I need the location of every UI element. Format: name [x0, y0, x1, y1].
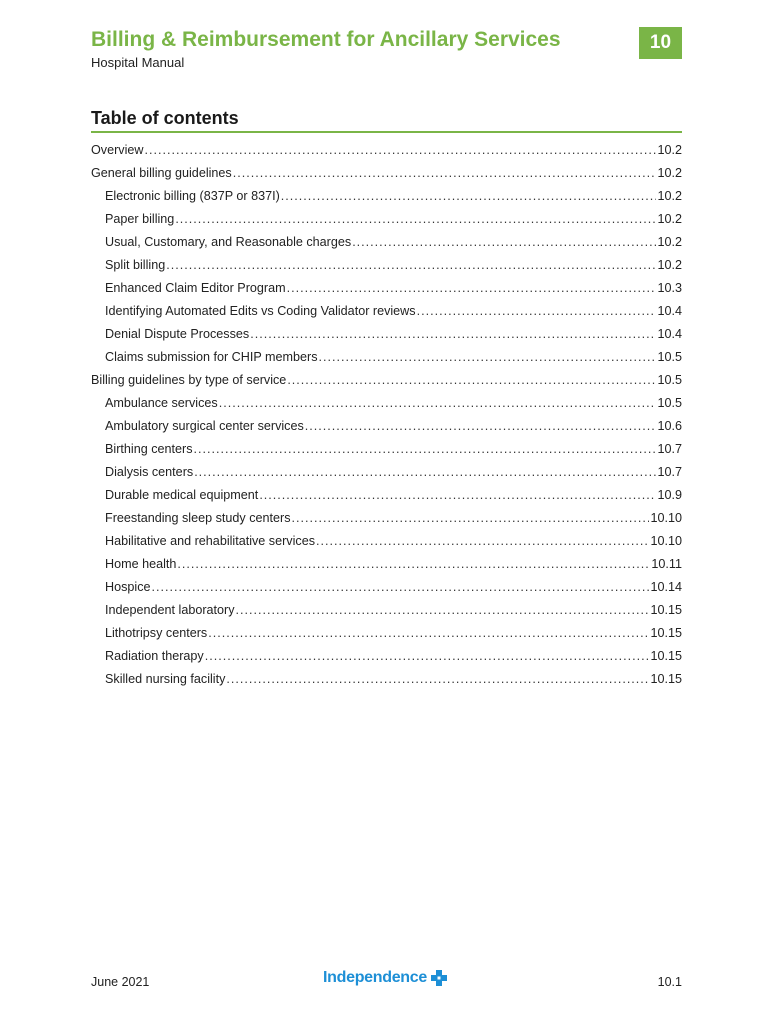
toc-dot-leader	[352, 232, 656, 252]
toc-entry-page: 10.2	[657, 166, 682, 180]
chapter-badge: 10	[639, 27, 682, 59]
toc-entry-label: Skilled nursing facility	[105, 672, 226, 686]
toc-entry-label: Split billing	[105, 258, 166, 272]
toc-entry-page: 10.2	[657, 143, 682, 157]
document-title: Billing & Reimbursement for Ancillary Services	[91, 28, 561, 51]
toc-entry-label: Radiation therapy	[105, 649, 204, 663]
toc-entry-label: Birthing centers	[105, 442, 193, 456]
toc-entry-page: 10.15	[650, 672, 682, 686]
blue-cross-shield-icon	[431, 970, 447, 986]
toc-entry[interactable]	[91, 393, 682, 416]
footer-date: June 2021	[91, 975, 150, 989]
toc-dot-leader	[194, 462, 656, 482]
toc-dot-leader	[236, 600, 650, 620]
document-subtitle: Hospital Manual	[91, 55, 185, 70]
toc-entry-label: Usual, Customary, and Reasonable charges	[105, 235, 352, 249]
toc-entry-label: Electronic billing (837P or 837I)	[105, 189, 280, 203]
toc-dot-leader	[250, 324, 656, 344]
toc-entry-page: 10.2	[657, 235, 682, 249]
toc-entry-page: 10.2	[657, 189, 682, 203]
toc-entry-label: Paper billing	[105, 212, 175, 226]
toc-dot-leader	[177, 554, 650, 574]
toc-entry-page: 10.6	[657, 419, 682, 433]
toc-entry-page: 10.15	[650, 649, 682, 663]
toc-entry[interactable]	[91, 646, 682, 669]
toc-dot-leader	[259, 485, 656, 505]
toc-entry[interactable]	[91, 439, 682, 462]
toc-entry-label: Ambulance services	[105, 396, 218, 410]
toc-entry-label: Billing guidelines by type of service	[91, 373, 287, 387]
toc-entry-label: General billing guidelines	[91, 166, 232, 180]
toc-entry-label: Identifying Automated Edits vs Coding Validator reviews	[105, 304, 416, 318]
toc-entry-page: 10.3	[657, 281, 682, 295]
toc-entry[interactable]	[91, 278, 682, 301]
toc-entry-label: Home health	[105, 557, 177, 571]
logo-wordmark: Independence	[323, 969, 427, 986]
toc-entry-page: 10.7	[657, 465, 682, 479]
toc-entry[interactable]	[91, 531, 682, 554]
toc-dot-leader	[144, 140, 656, 160]
toc-dot-leader	[287, 370, 656, 390]
toc-entry[interactable]	[91, 347, 682, 370]
toc-dot-leader	[233, 163, 657, 183]
toc-entry-page: 10.2	[657, 258, 682, 272]
toc-dot-leader	[219, 393, 657, 413]
toc-entry[interactable]	[91, 669, 682, 692]
toc-entry-page: 10.7	[657, 442, 682, 456]
toc-dot-leader	[281, 186, 657, 206]
toc-entry-page: 10.11	[651, 557, 682, 571]
toc-entry-label: Ambulatory surgical center services	[105, 419, 304, 433]
toc-entry[interactable]	[91, 600, 682, 623]
toc-entry[interactable]	[91, 462, 682, 485]
toc-entry[interactable]	[91, 209, 682, 232]
toc-dot-leader	[166, 255, 656, 275]
toc-entry-page: 10.10	[650, 511, 682, 525]
toc-entry-label: Freestanding sleep study centers	[105, 511, 291, 525]
toc-entry-label: Overview	[91, 143, 144, 157]
toc-entry-page: 10.10	[650, 534, 682, 548]
toc-entry[interactable]	[91, 163, 682, 186]
toc-dot-leader	[208, 623, 649, 643]
toc-entry[interactable]	[91, 577, 682, 600]
toc-entry-page: 10.2	[657, 212, 682, 226]
toc-entry[interactable]	[91, 255, 682, 278]
toc-entry-label: Claims submission for CHIP members	[105, 350, 318, 364]
toc-entry-label: Lithotripsy centers	[105, 626, 208, 640]
toc-entry-label: Hospice	[105, 580, 151, 594]
toc-dot-leader	[194, 439, 657, 459]
toc-entry[interactable]	[91, 508, 682, 531]
independence-logo	[323, 967, 447, 989]
footer-page-number: 10.1	[657, 975, 682, 989]
toc-entry-label: Denial Dispute Processes	[105, 327, 250, 341]
toc-list	[91, 140, 682, 692]
toc-dot-leader	[226, 669, 649, 689]
toc-entry-page: 10.5	[657, 373, 682, 387]
toc-entry-page: 10.4	[657, 304, 682, 318]
toc-entry[interactable]	[91, 324, 682, 347]
toc-entry-page: 10.9	[657, 488, 682, 502]
toc-entry-page: 10.5	[657, 396, 682, 410]
toc-entry[interactable]	[91, 301, 682, 324]
toc-entry[interactable]	[91, 186, 682, 209]
toc-entry-page: 10.4	[657, 327, 682, 341]
toc-entry[interactable]	[91, 485, 682, 508]
toc-entry[interactable]	[91, 416, 682, 439]
toc-entry-page: 10.15	[650, 603, 682, 617]
toc-dot-leader	[152, 577, 650, 597]
toc-entry[interactable]	[91, 370, 682, 393]
toc-dot-leader	[319, 347, 657, 367]
toc-entry[interactable]	[91, 623, 682, 646]
toc-dot-leader	[287, 278, 657, 298]
toc-dot-leader	[292, 508, 650, 528]
toc-entry-label: Habilitative and rehabilitative services	[105, 534, 315, 548]
toc-entry[interactable]	[91, 554, 682, 577]
toc-heading: Table of contents	[91, 108, 239, 128]
toc-entry-label: Dialysis centers	[105, 465, 194, 479]
toc-entry[interactable]	[91, 232, 682, 255]
toc-dot-leader	[175, 209, 656, 229]
toc-entry-label: Enhanced Claim Editor Program	[105, 281, 286, 295]
toc-dot-leader	[417, 301, 657, 321]
toc-entry[interactable]	[91, 140, 682, 163]
toc-entry-page: 10.14	[650, 580, 682, 594]
toc-entry-page: 10.5	[657, 350, 682, 364]
toc-dot-leader	[205, 646, 650, 666]
toc-entry-label: Independent laboratory	[105, 603, 235, 617]
toc-entry-page: 10.15	[650, 626, 682, 640]
toc-dot-leader	[316, 531, 649, 551]
toc-dot-leader	[305, 416, 657, 436]
toc-divider	[91, 131, 682, 133]
toc-entry-label: Durable medical equipment	[105, 488, 259, 502]
